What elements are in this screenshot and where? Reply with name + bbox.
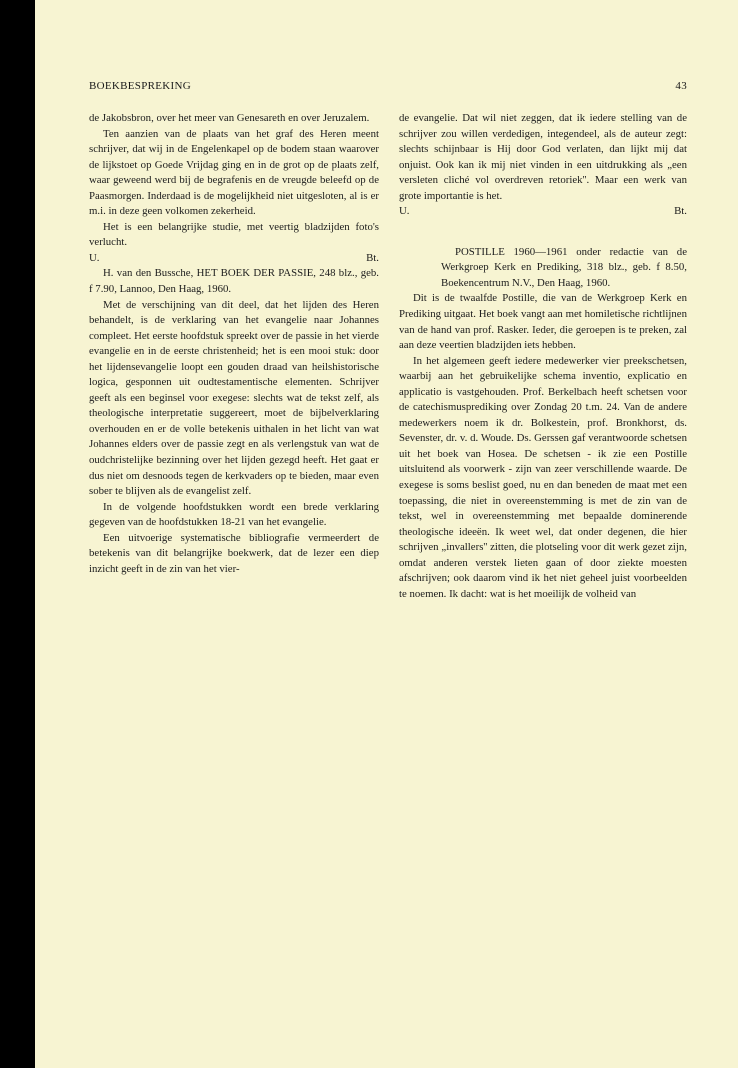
paragraph: Het is een belangrijke studie, met veertig bladzijden foto's verlucht.	[89, 220, 379, 249]
paragraph: Ten aanzien van de plaats van het graf des Heren meent schrijver, dat wij in de Engelenkapel op de bodem staan waarover de lijkstoet op Goede Vrijdag ging en in de grot op de plaats zelf, waar geweend werd bij de begrafenis en de vreugde beleefd op de Paasmorgen. Inderdaad is de mogelijkheid niet uitgesloten, al is er m.i. in deze geen volkomen zekerheid.	[89, 127, 379, 218]
signature-author: Bt.	[674, 205, 687, 218]
signature-initial: U.	[89, 251, 100, 264]
paragraph: Met de verschijning van dit deel, dat het lijden des Heren behandelt, is de verklaring van het evangelie naar Johannes compleet. Het eerste hoofdstuk spreekt over de passie in het vierde evangelie en in de eerste christenheid; het is een mooi stuk: door het lijdensevangelie loopt een gouden draad van heilshistorische logica, gesponnen uit oudtestamentische elementen. Schrijver geeft als een beginsel voor exegese: slechts wat de tekst zelf, als theologische interpretatie suggereert, moet de bijbelverklaring overhouden en er de volle betekenis uithalen in het licht van wat Johannes elders over de passie zegt en als verlengstuk van wat de oudchristelijke bezinning over het lijden gezegd heeft. Het gaat er dus niet om desnoods tegen de kerkvaders op te bieden, maar even sober te blijven als de evangelist zelf.	[89, 298, 379, 498]
left-column	[89, 111, 379, 577]
paragraph: de evangelie. Dat wil niet zeggen, dat ik iedere stelling van de schrijver zou willen verdedigen, integendeel, als de auteur zegt: slechts schijnbaar is Hij door God verlaten, dan lijkt mij dat onjuist. Ook kan ik mij niet vinden in een uitdrukking als „een versleten cliché vol overdreven retoriek''. Maar een werk van grote importantie is het.	[399, 112, 687, 202]
running-header	[89, 80, 687, 94]
paragraph: In de volgende hoofdstukken wordt een brede verklaring gegeven van de hoofdstukken 18-21 van het evangelie.	[89, 500, 379, 529]
document-page	[35, 0, 738, 1068]
signature-author: Bt.	[366, 251, 379, 264]
right-column	[399, 111, 687, 602]
review-signature	[89, 251, 379, 267]
book-citation: H. van den Bussche, HET BOEK DER PASSIE, 248 blz., geb. f 7.90, Lannoo, Den Haag, 1960.	[89, 267, 379, 296]
page-number: 43	[675, 80, 687, 92]
section-title: BOEKBESPREKING	[89, 80, 191, 92]
book-citation: POSTILLE 1960—1961 onder redactie van de Werkgroep Kerk en Prediking, 318 blz., geb. f 8.50, Boekencentrum N.V., Den Haag, 1960.	[441, 245, 687, 289]
paragraph: Een uitvoerige systematische bibliografie vermeerdert de betekenis van dit belangrijke boekwerk, dat de lezer een diep inzicht geeft in de zin van het vier-	[89, 531, 379, 575]
paragraph: de Jakobsbron, over het meer van Genesareth en over Jeruzalem.	[89, 112, 370, 124]
review-signature	[399, 204, 687, 220]
paragraph: In het algemeen geeft iedere medewerker vier preekschetsen, waarbij aan het gebruikelijke schema inventio, explicatio en applicatio is vastgehouden. Prof. Berkelbach heeft schetsen voor de catechismusprediking over Zondag 20 t.m. 24. Van de andere medewerkers noem ik dr. Bolkestein, prof. Bronkhorst, ds. Sevenster, dr. v. d. Woude. Ds. Gerssen gaf verantwoorde schetsen uit het boek van Hosea. De schetsen - ik zie een Postille uitsluitend als voorwerk - zijn van zeer verschillende waarde. De exegese is soms beslist goed, nu en dan beneden de maat met een toepassing, die niet in overeenstemming is met de zin van de tekst, wel in overeenstemming met bepaalde dominerende theologische ideeën. Ik weet wel, dat onder degenen, die hier schrijven „invallers'' zitten, die plotseling voor dit werk gezet zijn, omdat anderen verstek lieten gaan of door ziekte moesten afschrijven; ook daarom vind ik het niet geheel juist voorbeelden te noemen. Ik dacht: wat is het moeilijk de volheid van	[399, 354, 687, 600]
paragraph: Dit is de twaalfde Postille, die van de Werkgroep Kerk en Prediking uitgaat. Het boek vangt aan met homiletische richtlijnen van de hand van prof. Rasker. Ieder, die geroepen is te preken, zal aan deze veertien bladzijden iets hebben.	[399, 292, 687, 352]
signature-initial: U.	[399, 205, 410, 218]
